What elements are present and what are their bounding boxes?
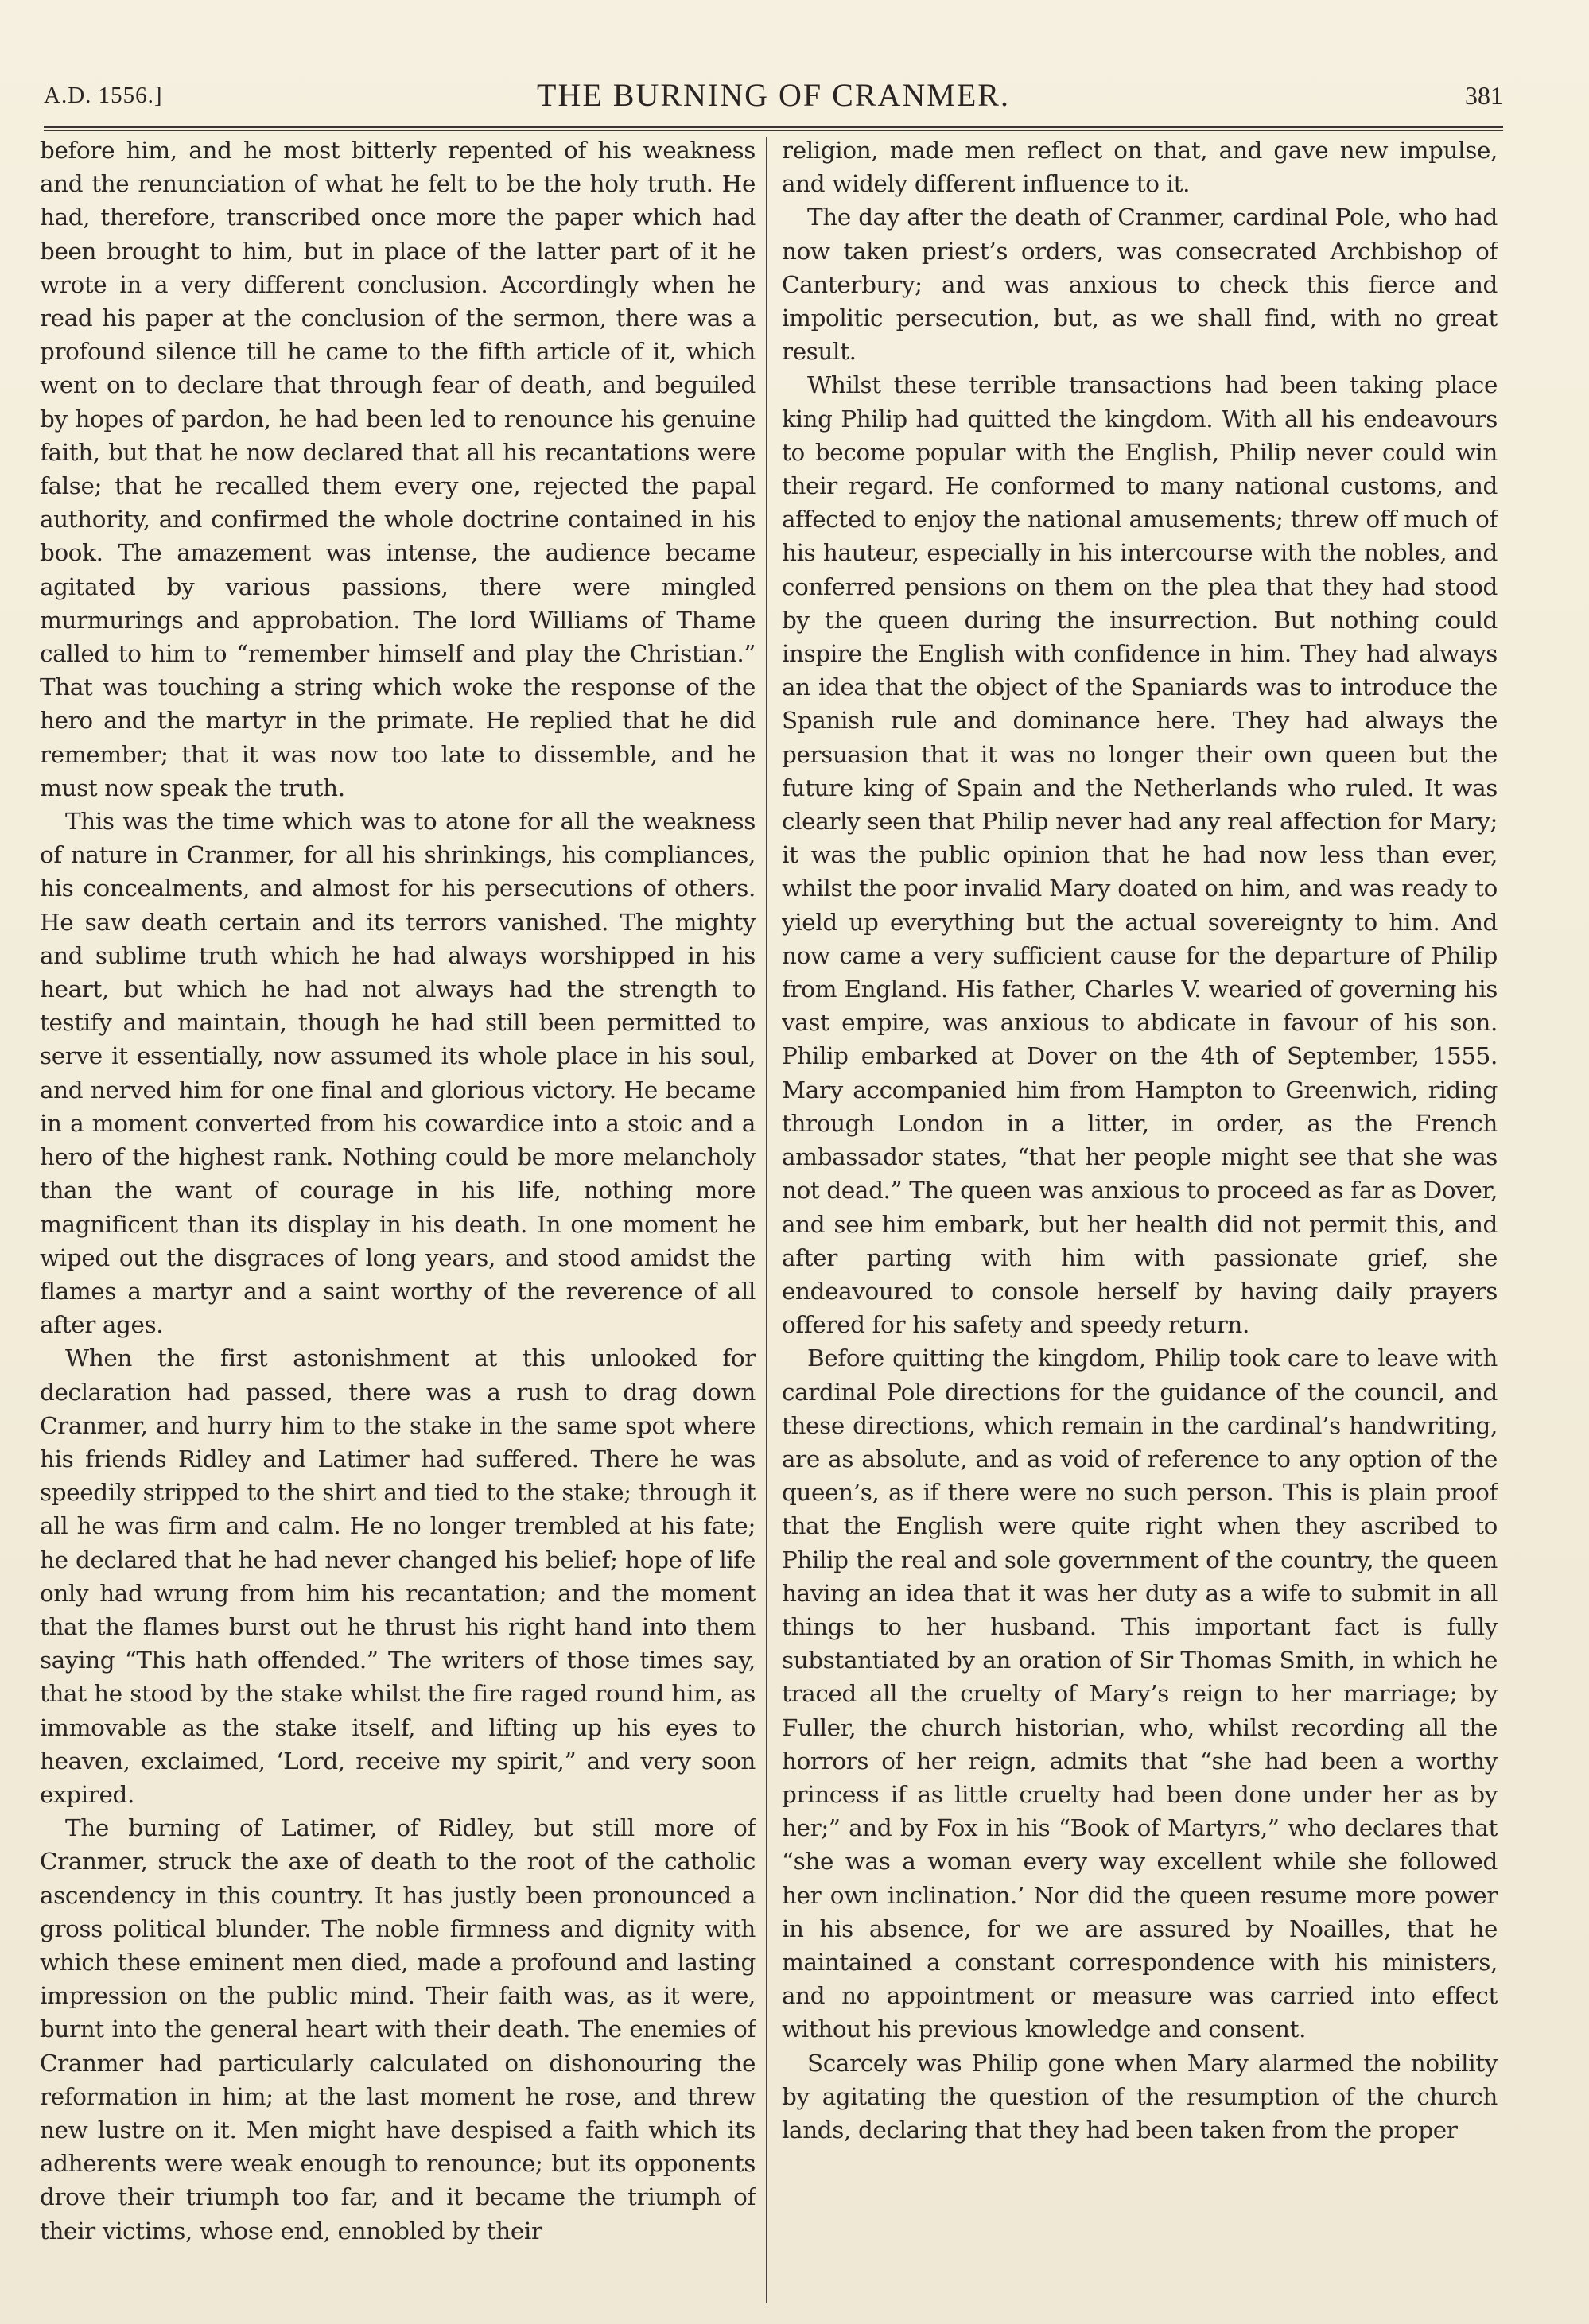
column-divider (766, 137, 767, 2303)
paragraph: The day after the death of Cranmer, cardinal Pole, who had now taken priest’s orders, was consecrated Archbishop of Canterbury; and was anxious to check this fierce and impolitic persecution, but, as we shall find, with no great result. (782, 204, 1498, 366)
paragraph: Scarcely was Philip gone when Mary alarmed the nobility by agitating the question of the resumption of the church lands, declaring that they had been taken from the proper (782, 2049, 1498, 2144)
paragraph: Whilst these terrible transactions had been taking place king Philip had quitted the kingdom. With all his endeavours to become popular with the English, Philip never could win their regard. He conformed to many national customs, and affected to enjoy the national amusements; threw off much of his hauteur, especially in his intercourse with the nobles, and conferred pensions on them on the plea that they had stood by the queen during the insurrection. But nothing could inspire the English with confidence in him. They had always an idea that the object of the Spaniards was to introduce the Spanish rule and dominance here. They had always the persuasion that it was no longer their own queen but the future king of Spain and the Netherlands who ruled. It was clearly seen that Philip never had any real affection for Mary; it was the public opinion that he had now less than ever, whilst the poor invalid Mary doated on him, and was ready to yield up everything but the actual sovereignty to him. And now came a very sufficient cause for the departure of Philip from England. His father, Charles V. wearied of governing his vast empire, was anxious to abdicate in favour of his son. Philip embarked at Dover on the 4th of September, 1555. Mary accompanied him from Hampton to Greenwich, riding through London in a litter, in order, as the French ambassador states, “that her people might see that she was not dead.” The queen was anxious to proceed as far as Dover, and see him embark, but her health did not permit this, and after parting with him with passionate grief, she endeavoured to console herself by having daily prayers offered for his safety and speedy return. (782, 371, 1498, 1339)
header-title: THE BURNING OF CRANMER. (537, 77, 1010, 113)
paragraph: Before quitting the kingdom, Philip took care to leave with cardinal Pole directions for the guidance of the council, and these directions, which remain in the cardinal’s handwriting, are as absolute, and as void of reference to any option of the queen’s, as if there were no such person. This is plain proof that the English were quite right when they ascribed to Philip the real and sole government of the country, the queen having an idea that it was her duty as a wife to submit in all things to her husband. This important fact is fully substantiated by an oration of Sir Thomas Smith, in which he traced all the cruelty of Mary’s reign to her marriage; by Fuller, the church historian, who, whilst recording all the horrors of her reign, admits that “she had been a worthy princess if as little cruelty had been done under her as by her;” and by Fox in his “Book of Martyrs,” who declares that “she was a woman every way excellent while she followed her own inclination.’ Nor did the queen resume more power in his absence, for we are assured by Noailles, that he maintained a constant correspondence with his ministers, and no appointment or measure was carried into effect without his previous knowledge and consent. (782, 1344, 1498, 2043)
paragraph: religion, made men reflect on that, and gave new impulse, and widely different influence to it. (782, 137, 1498, 198)
header-rule (44, 126, 1503, 128)
paragraph: The burning of Latimer, of Ridley, but still more of Cranmer, struck the axe of death to the root of the catholic ascendency in this country. It has justly been pronounced a gross political blunder. The noble firmness and dignity with which these eminent men died, made a profound and lasting impression on the public mind. Their faith was, as it were, burnt into the general heart with their death. The enemies of Cranmer had particularly calculated on dishonouring the reformation in him; at the last moment he rose, and threw new lustre on it. Men might have despised a faith which its adherents were weak enough to renounce; but its opponents drove their triumph too far, and it became the triumph of their victims, whose end, ennobled by their (40, 1814, 756, 2244)
running-header (44, 72, 1503, 119)
paragraph: before him, and he most bitterly repented of his weakness and the renunciation of what he felt to be the holy truth. He had, therefore, transcribed once more the paper which had been brought to him, but in place of the latter part of it he wrote in a very different conclusion. Accordingly when he read his paper at the conclusion of the sermon, there was a profound silence till he came to the fifth article of it, which went on to declare that through fear of death, and beguiled by hopes of pardon, he had been led to renounce his genuine faith, but that he now declared that all his recantations were false; that he recalled them every one, rejected the papal authority, and confirmed the whole doctrine contained in his book. The amazement was intense, the audience became agitated by various passions, there were mingled murmurings and approbation. The lord Williams of Thame called to him to “remember himself and play the Christian.” That was touching a string which woke the response of the hero and the martyr in the primate. He replied that he did remember; that it was now too late to dissemble, and he must now speak the truth. (40, 137, 756, 801)
header-date: A.D. 1556.] (44, 83, 163, 108)
paragraph: This was the time which was to atone for all the weakness of nature in Cranmer, for all his shrinkings, his compliances, his concealments, and almost for his persecutions of others. He saw death certain and its terrors vanished. The mighty and sublime truth which he had always worshipped in his heart, but which he had not always had the strength to testify and maintain, though he had still been permitted to serve it essentially, now assumed its whole place in his soul, and nerved him for one final and glorious victory. He became in a moment converted from his cowardice into a stoic and a hero of the highest rank. Nothing could be more melancholy than the want of courage in his life, nothing more magnificent than its display in his death. In one moment he wiped out the disgraces of long years, and stood amidst the flames a martyr and a saint worthy of the reverence of all after ages. (40, 808, 756, 1339)
left-column (40, 134, 756, 2304)
page-number: 381 (1465, 81, 1503, 110)
paragraph: When the first astonishment at this unlooked for declaration had passed, there was a rush to drag down Cranmer, and hurry him to the stake in the same spot where his friends Ridley and Latimer had suffered. There he was speedily stripped to the shirt and tied to the stake; through it all he was firm and calm. He no longer trembled at his fate; he declared that he had never changed his belief; hope of life only had wrung from him his recantation; and the moment that the flames burst out he thrust his right hand into them saying “This hath offended.” The writers of those times say, that he stood by the stake whilst the fire raged round him, as immovable as the stake itself, and lifting up his eyes to heaven, exclaimed, ‘Lord, receive my spirit,” and very soon expired. (40, 1344, 756, 1808)
right-column (782, 134, 1498, 2304)
header-rule-thin (44, 130, 1503, 131)
